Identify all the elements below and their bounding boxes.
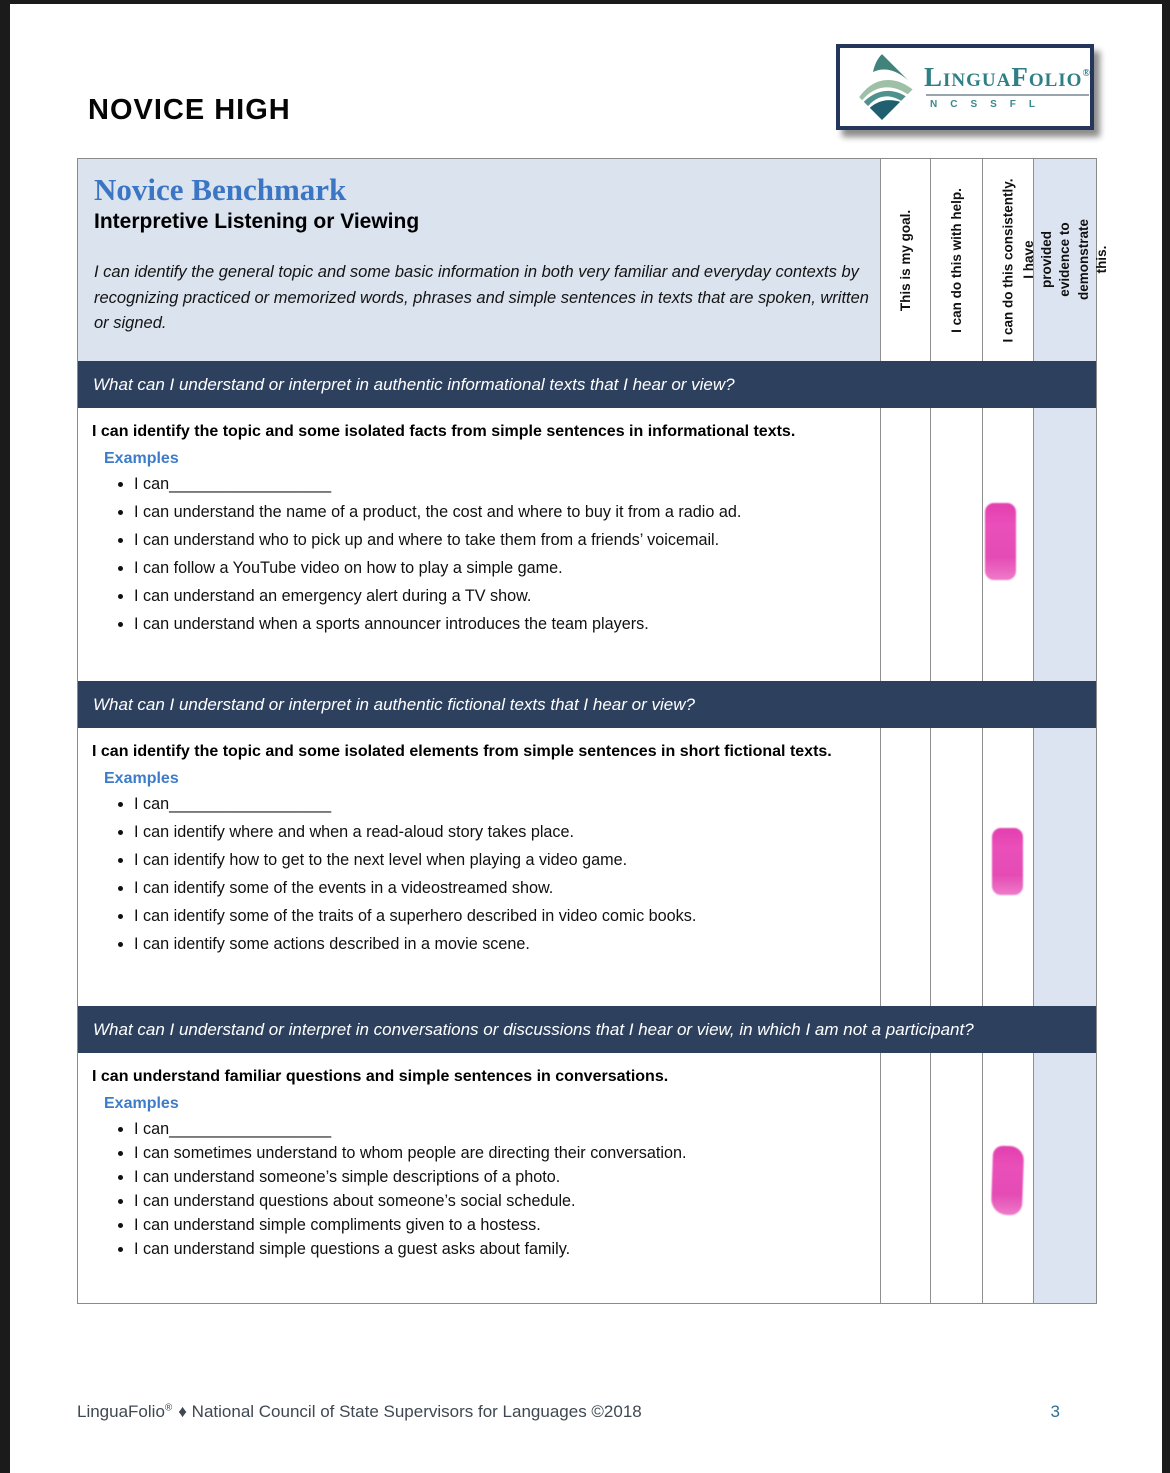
example-item: • I can understand simple compliments given to a hostess. — [134, 1216, 872, 1235]
rating-column-label: This is my goal. — [898, 209, 913, 311]
footer-text: ♦ National Council of State Supervisors for Languages ©2018 — [178, 1402, 642, 1421]
rating-cell-evidence — [1033, 408, 1096, 681]
rating-cell-goal — [880, 408, 930, 681]
benchmark-header-cell — [78, 159, 880, 361]
example-item: • I can follow a YouTube video on how to play a simple game. — [134, 559, 872, 578]
example-item: • I can identify some actions described in a movie scene. — [134, 935, 872, 954]
page-number: 3 — [1050, 1402, 1060, 1421]
example-item: • I can__________________ — [134, 795, 872, 814]
section-content-cell — [78, 728, 880, 1006]
highlighter-mark — [985, 503, 1016, 580]
rating-column-header-with-help — [930, 159, 982, 361]
example-item: • I can understand simple questions a guest asks about family. — [134, 1240, 872, 1259]
mode-title: Interpretive Listening or Viewing — [94, 210, 420, 234]
rating-column-header-evidence — [1020, 159, 1109, 361]
registered-mark: ® — [164, 1402, 173, 1414]
footer-brand: LinguaFolio — [77, 1402, 165, 1421]
examples-list — [120, 1120, 872, 1259]
example-item: • I can__________________ — [134, 1120, 872, 1139]
scan-edge-left — [0, 0, 10, 1473]
rating-column-header-goal — [880, 159, 930, 361]
rating-cell-with-help — [930, 1053, 982, 1303]
scan-edge-top — [0, 0, 1170, 4]
example-item: • I can understand who to pick up and where to take them from a friends’ voicemail. — [134, 531, 872, 550]
rating-column-label: I can do this with help. — [949, 187, 965, 333]
section-body-informational — [78, 408, 1096, 681]
logo-acronym: NCSSFL — [930, 99, 1048, 110]
rating-cell-evidence — [1033, 1053, 1096, 1303]
section-banner-fictional — [78, 681, 1096, 728]
table-header-row — [78, 159, 1109, 361]
examples-label: Examples — [104, 450, 179, 467]
example-item: • I can understand when a sports announcer introduces the team players. — [134, 615, 872, 634]
example-item: • I can identify some of the events in a videostreamed show. — [134, 879, 872, 898]
example-item: • I can__________________ — [134, 475, 872, 494]
logo-divider — [926, 94, 1089, 96]
benchmark-can-do-statement: I can identify the general topic and some basic information in both very familiar and everyday contexts by recognizing practiced or memorized words, phrases and simple sentences in texts that are spoken, written or signed. — [94, 263, 869, 333]
highlighter-mark — [992, 828, 1023, 895]
section-banner-conversations — [78, 1006, 1096, 1053]
examples-list — [120, 475, 872, 634]
rating-cell-evidence — [1033, 728, 1096, 1006]
examples-label: Examples — [104, 770, 179, 787]
rating-cell-with-help — [930, 408, 982, 681]
can-do-statement: I can identify the topic and some isolated elements from simple sentences in short fictional texts. — [92, 743, 832, 760]
page-title: NOVICE HIGH — [88, 94, 291, 126]
can-do-statement: I can identify the topic and some isolated facts from simple sentences in informational texts. — [92, 423, 796, 440]
example-item: • I can understand someone’s simple descriptions of a photo. — [134, 1168, 872, 1187]
example-item: • I can understand the name of a product, the cost and where to buy it from a radio ad. — [134, 503, 872, 522]
examples-list — [120, 795, 872, 954]
section-content-cell — [78, 1053, 880, 1303]
scan-edge-right — [1162, 0, 1170, 1473]
rating-cell-consistently — [982, 408, 1033, 681]
rating-cell-consistently — [982, 1053, 1033, 1303]
examples-label: Examples — [104, 1095, 179, 1112]
linguafolio-logo-text — [924, 64, 1091, 110]
rating-cell-goal — [880, 728, 930, 1006]
footer-attribution — [77, 1402, 642, 1422]
section-body-conversations — [78, 1053, 1096, 1303]
section-content-cell — [78, 408, 880, 681]
linguafolio-fan-icon — [846, 51, 918, 123]
rating-cell-consistently — [982, 728, 1033, 1006]
rating-cell-with-help — [930, 728, 982, 1006]
linguafolio-logo — [836, 44, 1094, 130]
example-item: • I can identify some of the traits of a superhero described in video comic books. — [134, 907, 872, 926]
section-banner-informational — [78, 361, 1096, 408]
can-do-statement: I can understand familiar questions and simple sentences in conversations. — [92, 1068, 669, 1085]
logo-brand-name: LinguaFolio® — [924, 62, 1091, 92]
rating-column-label: I have provided evidence to demonstrate this. — [1020, 219, 1109, 301]
rating-cell-goal — [880, 1053, 930, 1303]
example-item: • I can identify where and when a read-aloud story takes place. — [134, 823, 872, 842]
example-item: • I can understand questions about someone’s social schedule. — [134, 1192, 872, 1211]
example-item: • I can identify how to get to the next level when playing a video game. — [134, 851, 872, 870]
highlighter-mark — [991, 1145, 1024, 1215]
example-item: • I can understand an emergency alert during a TV show. — [134, 587, 872, 606]
benchmark-table — [77, 158, 1109, 1304]
rating-column-label: I can do this consistently. — [1000, 177, 1016, 343]
page-footer — [77, 1402, 1060, 1422]
section-body-fictional — [78, 728, 1096, 1006]
section-question: What can I understand or interpret in authentic informational texts that I hear or view? — [93, 374, 735, 394]
section-question: What can I understand or interpret in authentic fictional texts that I hear or view? — [93, 694, 695, 714]
section-question: What can I understand or interpret in conversations or discussions that I hear or view, in which I am not a participant? — [93, 1019, 974, 1039]
example-item: • I can sometimes understand to whom people are directing their conversation. — [134, 1144, 872, 1163]
registered-mark: ® — [1082, 68, 1091, 79]
benchmark-title: Novice Benchmark — [94, 172, 347, 207]
